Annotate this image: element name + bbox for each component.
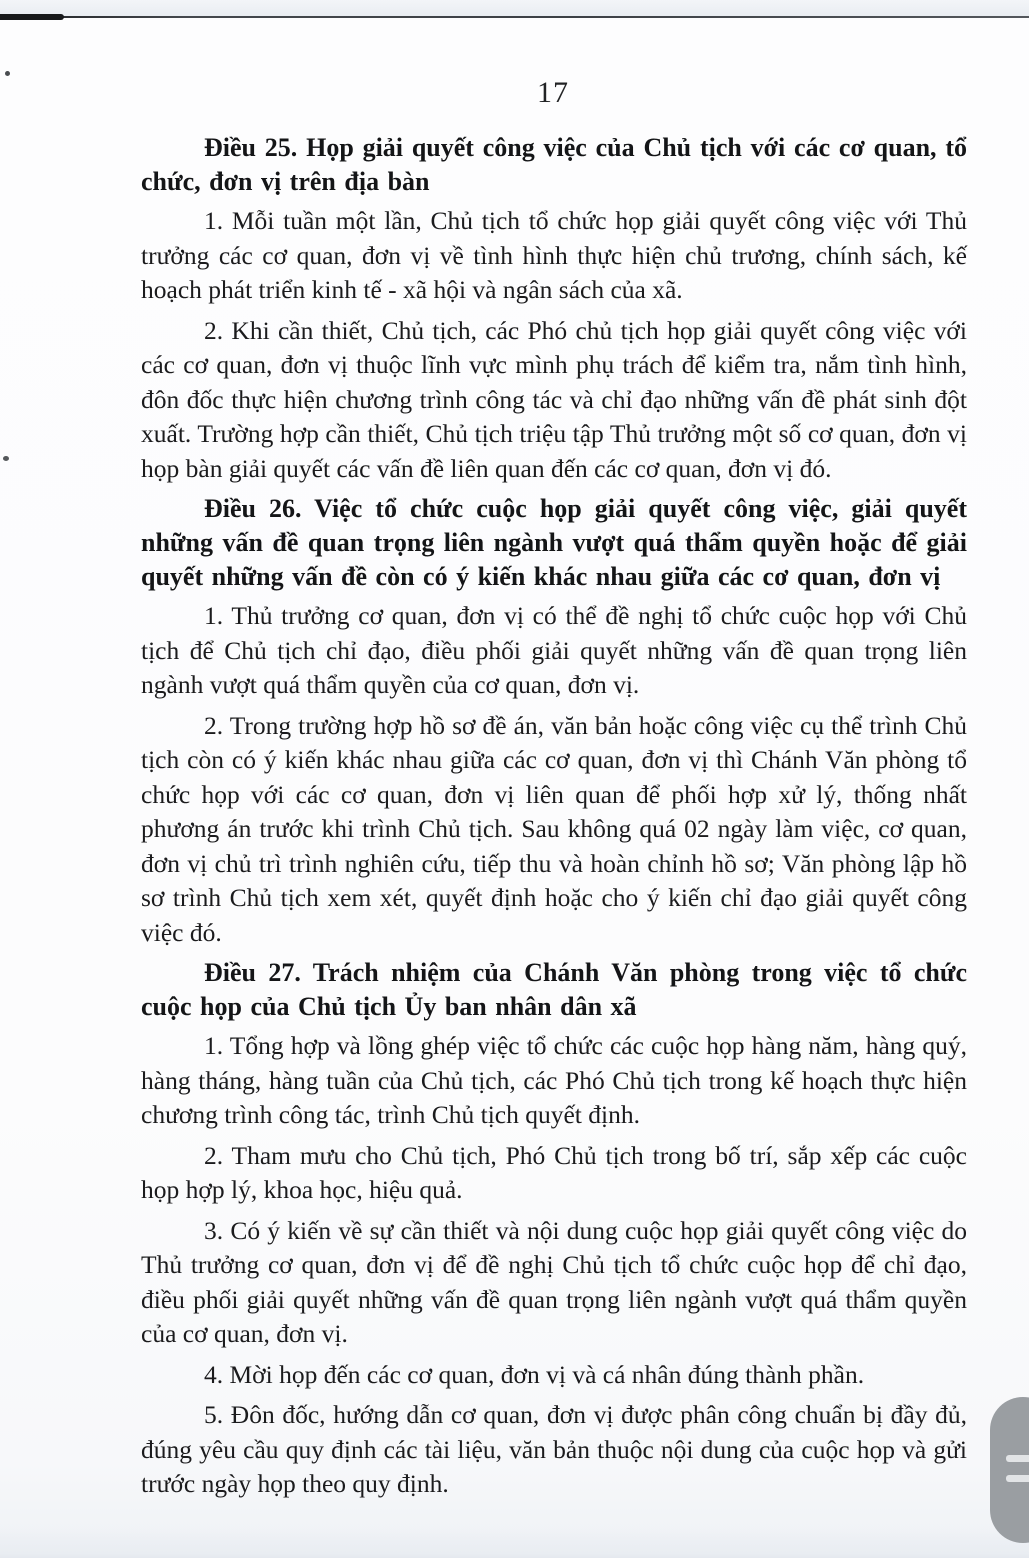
article-paragraph: 5. Đôn đốc, hướng dẫn cơ quan, đơn vị được phân công chuẩn bị đầy đủ, đúng yêu cầu quy định các tài liệu, văn bản thuộc nội dung của cuộc họp và gửi trước ngày họp theo quy định. [141,1400,967,1498]
article-paragraph: 2. Khi cần thiết, Chủ tịch, các Phó chủ tịch họp giải quyết công việc với các cơ quan, đơn vị thuộc lĩnh vực mình phụ trách để kiểm tra, nắm tình hình, đôn đốc thực hiện chương trình công tác và chỉ đạo những vấn đề phát sinh đột xuất. Trường hợp cần thiết, Chủ tịch triệu tập Thủ trưởng một số cơ quan, đơn vị họp bàn giải quyết các vấn đề liên quan đến các cơ quan, đơn vị đó. [141,315,967,483]
scan-dot-artifact [3,456,9,461]
scroll-handle-grip-icon [1006,1455,1029,1462]
article-27-heading: Điều 27. Trách nhiệm của Chánh Văn phòng trong việc tổ chức cuộc họp của Chủ tịch Ủy ban nhân dân xã [141,958,967,1021]
scroll-handle-grip-icon [1006,1475,1029,1482]
scan-edge-band-top [0,0,1029,16]
scroll-handle[interactable] [990,1397,1029,1543]
page-number: 17 [537,76,569,109]
article-26-heading: Điều 26. Việc tổ chức cuộc họp giải quyết công việc, giải quyết những vấn đề quan trọng liên ngành vượt quá thẩm quyền hoặc để giải quyết những vấn đề còn có ý kiến khác nhau giữa các cơ quan, đơn vị [141,494,967,591]
scan-edge-line-blob [0,14,64,20]
article-paragraph: 1. Tổng hợp và lồng ghép việc tổ chức các cuộc họp hàng năm, hàng quý, hàng tháng, hàng tuần của Chủ tịch, các Phó Chủ tịch trong kế hoạch thực hiện chương trình công tác, trình Chủ tịch quyết định. [141,1031,967,1129]
scan-edge-line [0,16,1029,18]
document-content [141,128,967,1508]
scan-edge-band-bottom [0,1528,1029,1558]
article-paragraph: 3. Có ý kiến về sự cần thiết và nội dung cuộc họp giải quyết công việc do Thủ trưởng cơ quan, đơn vị để đề nghị Chủ tịch tổ chức cuộc họp để chỉ đạo, điều phối giải quyết những vấn đề quan trọng liên ngành vượt quá thẩm quyền của cơ quan, đơn vị. [141,1215,967,1348]
article-paragraph: 2. Tham mưu cho Chủ tịch, Phó Chủ tịch trong bố trí, sắp xếp các cuộc họp hợp lý, khoa học, hiệu quả. [141,1140,967,1204]
article-paragraph: 2. Trong trường hợp hồ sơ đề án, văn bản hoặc công việc cụ thể trình Chủ tịch còn có ý kiến khác nhau giữa các cơ quan, đơn vị thì Chánh Văn phòng tổ chức họp với các cơ quan, đơn vị liên quan để phối hợp xử lý, thống nhất phương án trước khi trình Chủ tịch. Sau không quá 02 ngày làm việc, cơ quan, đơn vị chủ trì trình nghiên cứu, tiếp thu và hoàn chỉnh hồ sơ; Văn phòng lập hồ sơ trình Chủ tịch xem xét, quyết định hoặc cho ý kiến chỉ đạo giải quyết công việc đó. [141,710,967,947]
article-paragraph: 1. Thủ trưởng cơ quan, đơn vị có thể đề nghị tổ chức cuộc họp với Chủ tịch để Chủ tịch chỉ đạo, điều phối giải quyết những vấn đề quan trọng liên ngành vượt quá thẩm quyền của cơ quan, đơn vị. [141,601,967,699]
scan-dot-artifact [5,71,10,76]
article-paragraph: 4. Mời họp đến các cơ quan, đơn vị và cá nhân đúng thành phần. [204,1359,865,1389]
article-paragraph: 1. Mỗi tuần một lần, Chủ tịch tổ chức họp giải quyết công việc với Thủ trưởng các cơ quan, đơn vị về tình hình thực hiện chủ trương, chính sách, kế hoạch phát triển kinh tế - xã hội và ngân sách của xã. [141,206,967,304]
article-25-heading: Điều 25. Họp giải quyết công việc của Chủ tịch với các cơ quan, tổ chức, đơn vị trên địa bàn [141,133,967,196]
